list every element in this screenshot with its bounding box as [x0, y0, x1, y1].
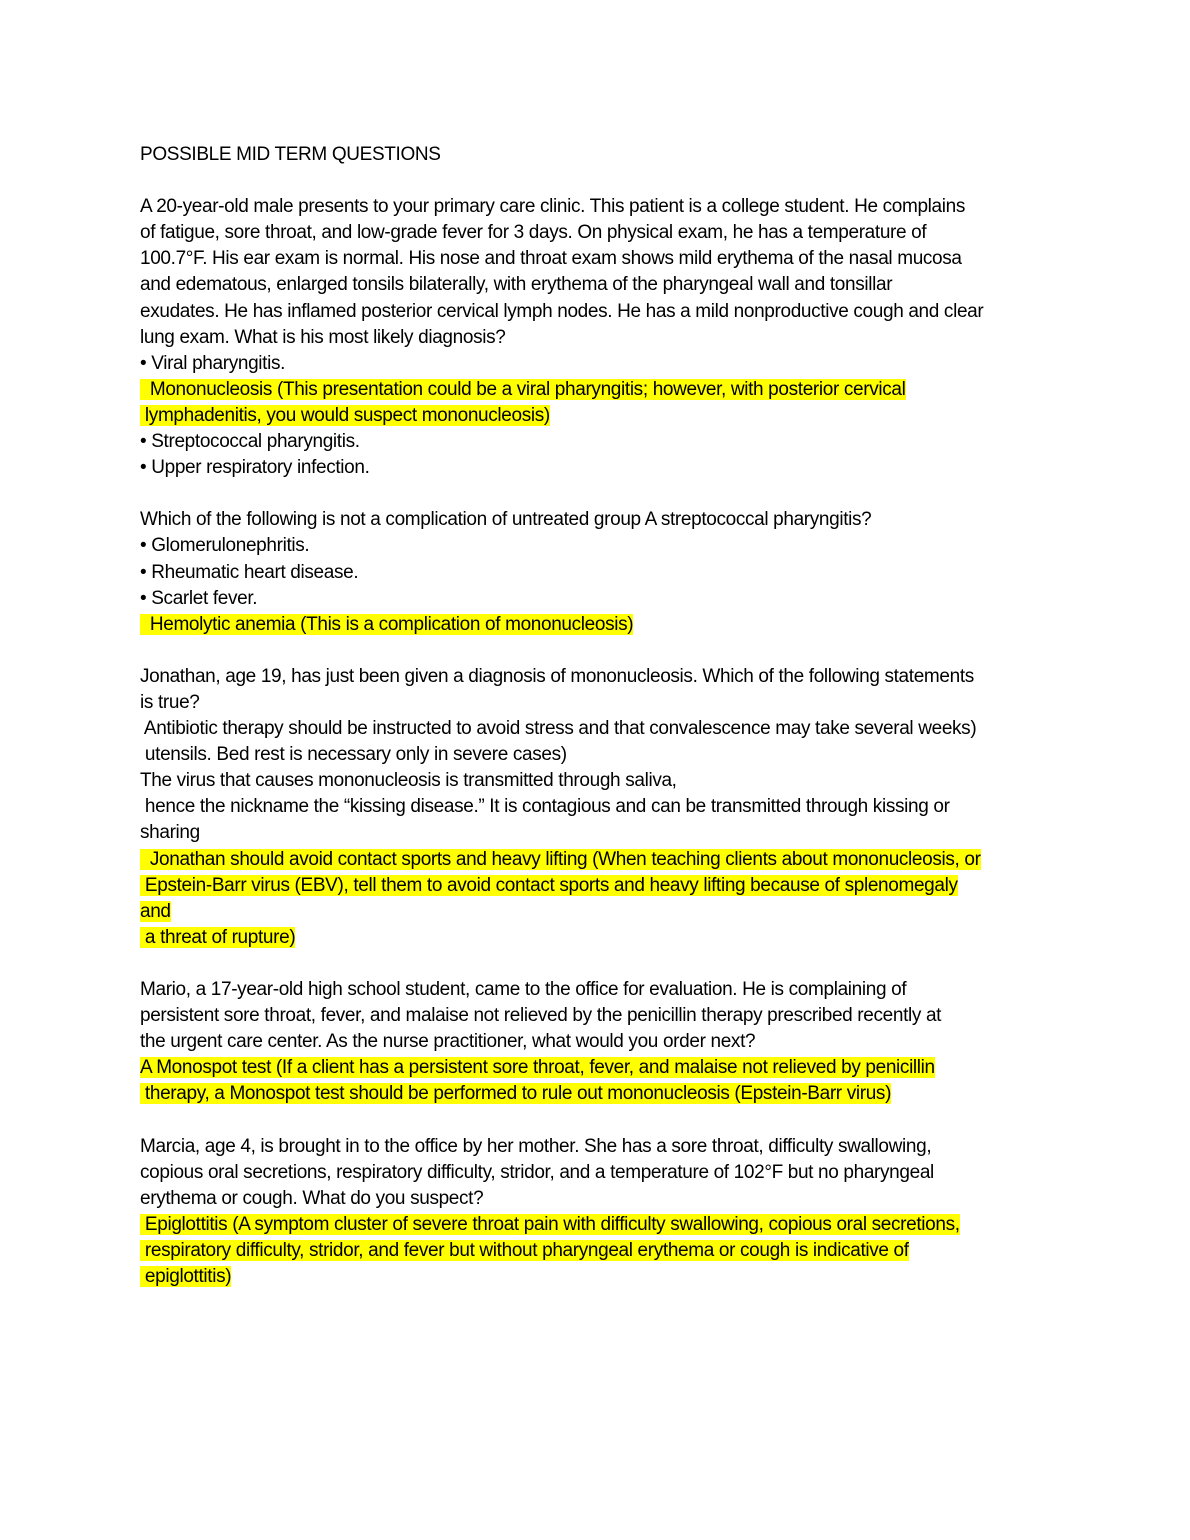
spacer — [140, 481, 1060, 507]
highlighted-answer-text: Hemolytic anemia (This is a complication of mononucleosis) — [140, 613, 634, 635]
highlighted-answer-text: a threat of rupture) — [140, 926, 296, 948]
question-3-body-line: Antibiotic therapy should be instructed to avoid stress and that convalescence may take several weeks) — [140, 718, 977, 740]
question-2-answer-line — [140, 612, 1060, 638]
question-3-answer-line — [140, 873, 1060, 899]
question-1-answer-line — [140, 403, 1060, 429]
question-3-answer-line — [140, 847, 1060, 873]
question-1-option: • Upper respiratory infection. — [140, 457, 370, 479]
question-4-answer-line — [140, 1081, 1060, 1107]
spacer — [140, 951, 1060, 977]
question-3-stem-line: Jonathan, age 19, has just been given a diagnosis of mononucleosis. Which of the following statements — [140, 665, 974, 687]
question-1-stem-line: and edematous, enlarged tonsils bilaterally, with erythema of the pharyngeal wall and tonsillar — [140, 274, 893, 296]
question-5-stem-line: Marcia, age 4, is brought in to the office by her mother. She has a sore throat, difficulty swallowing, — [140, 1135, 932, 1157]
question-4 — [140, 977, 1060, 1107]
question-2-option: • Scarlet fever. — [140, 587, 258, 609]
question-4-stem-line: persistent sore throat, fever, and malaise not relieved by the penicillin therapy prescribed recently at — [140, 1005, 942, 1027]
spacer — [140, 1107, 1060, 1133]
highlighted-answer-text: respiratory difficulty, stridor, and fever but without pharyngeal erythema or cough is indicative of — [140, 1239, 909, 1261]
question-3 — [140, 664, 1060, 951]
highlighted-answer-text: and — [140, 900, 171, 922]
question-1-stem-line: A 20-year-old male presents to your primary care clinic. This patient is a college student. He complains — [140, 196, 965, 218]
highlighted-answer-text: Jonathan should avoid contact sports and heavy lifting (When teaching clients about mononucleosis, or — [140, 848, 981, 870]
question-1-stem-line: 100.7°F. His ear exam is normal. His nose and throat exam shows mild erythema of the nasal mucosa — [140, 248, 962, 270]
question-3-body-line: The virus that causes mononucleosis is transmitted through saliva, — [140, 770, 677, 792]
question-3-answer-line — [140, 899, 1060, 925]
question-3-answer-line — [140, 925, 1060, 951]
highlighted-answer-text: lymphadenitis, you would suspect mononucleosis) — [140, 404, 550, 426]
question-1-option: • Viral pharyngitis. — [140, 352, 286, 374]
spacer — [140, 638, 1060, 664]
question-1 — [140, 194, 1060, 481]
highlighted-answer-text: Epstein-Barr virus (EBV), tell them to avoid contact sports and heavy lifting because of splenomegaly — [140, 874, 958, 896]
question-3-body-line: hence the nickname the “kissing disease.” It is contagious and can be transmitted through kissing or — [140, 796, 950, 818]
question-5-answer-line — [140, 1264, 1060, 1290]
question-5-answer-line — [140, 1238, 1060, 1264]
question-2 — [140, 507, 1060, 637]
document-title-text: POSSIBLE MID TERM QUESTIONS — [140, 144, 441, 165]
question-1-option: • Streptococcal pharyngitis. — [140, 431, 360, 453]
question-5-stem-line: erythema or cough. What do you suspect? — [140, 1187, 484, 1209]
question-1-stem-line: lung exam. What is his most likely diagnosis? — [140, 326, 506, 348]
highlighted-answer-text: A Monospot test (If a client has a persistent sore throat, fever, and malaise not relieved by penicillin — [140, 1057, 935, 1079]
question-4-stem-line: the urgent care center. As the nurse practitioner, what would you order next? — [140, 1031, 756, 1053]
question-5-answer-line — [140, 1212, 1060, 1238]
question-4-answer-line — [140, 1055, 1060, 1081]
highlighted-answer-text: Mononucleosis (This presentation could be a viral pharyngitis; however, with posterior cervical — [140, 378, 906, 400]
question-5 — [140, 1134, 1060, 1291]
question-3-stem-line: is true? — [140, 691, 200, 713]
question-1-answer-line — [140, 377, 1060, 403]
question-2-stem: Which of the following is not a complication of untreated group A streptococcal pharyngitis? — [140, 509, 872, 531]
question-2-option: • Glomerulonephritis. — [140, 535, 310, 557]
question-2-option: • Rheumatic heart disease. — [140, 561, 359, 583]
question-5-stem-line: copious oral secretions, respiratory difficulty, stridor, and a temperature of 102°F but no pharyngeal — [140, 1161, 934, 1183]
spacer — [140, 168, 1060, 194]
document-page — [140, 142, 1060, 1290]
question-3-body-line: sharing — [140, 822, 200, 844]
question-3-body-line: utensils. Bed rest is necessary only in severe cases) — [140, 744, 567, 766]
question-4-stem-line: Mario, a 17-year-old high school student, came to the office for evaluation. He is complaining of — [140, 979, 907, 1000]
highlighted-answer-text: epiglottitis) — [140, 1266, 232, 1288]
document-title — [140, 142, 1060, 168]
question-1-stem-line: exudates. He has inflamed posterior cervical lymph nodes. He has a mild nonproductive cough and clear — [140, 300, 984, 322]
question-1-stem-line: of fatigue, sore throat, and low-grade fever for 3 days. On physical exam, he has a temperature of — [140, 222, 927, 244]
highlighted-answer-text: therapy, a Monospot test should be performed to rule out mononucleosis (Epstein-Barr virus) — [140, 1083, 892, 1105]
highlighted-answer-text: Epiglottitis (A symptom cluster of severe throat pain with difficulty swallowing, copious oral secretions, — [140, 1213, 960, 1235]
